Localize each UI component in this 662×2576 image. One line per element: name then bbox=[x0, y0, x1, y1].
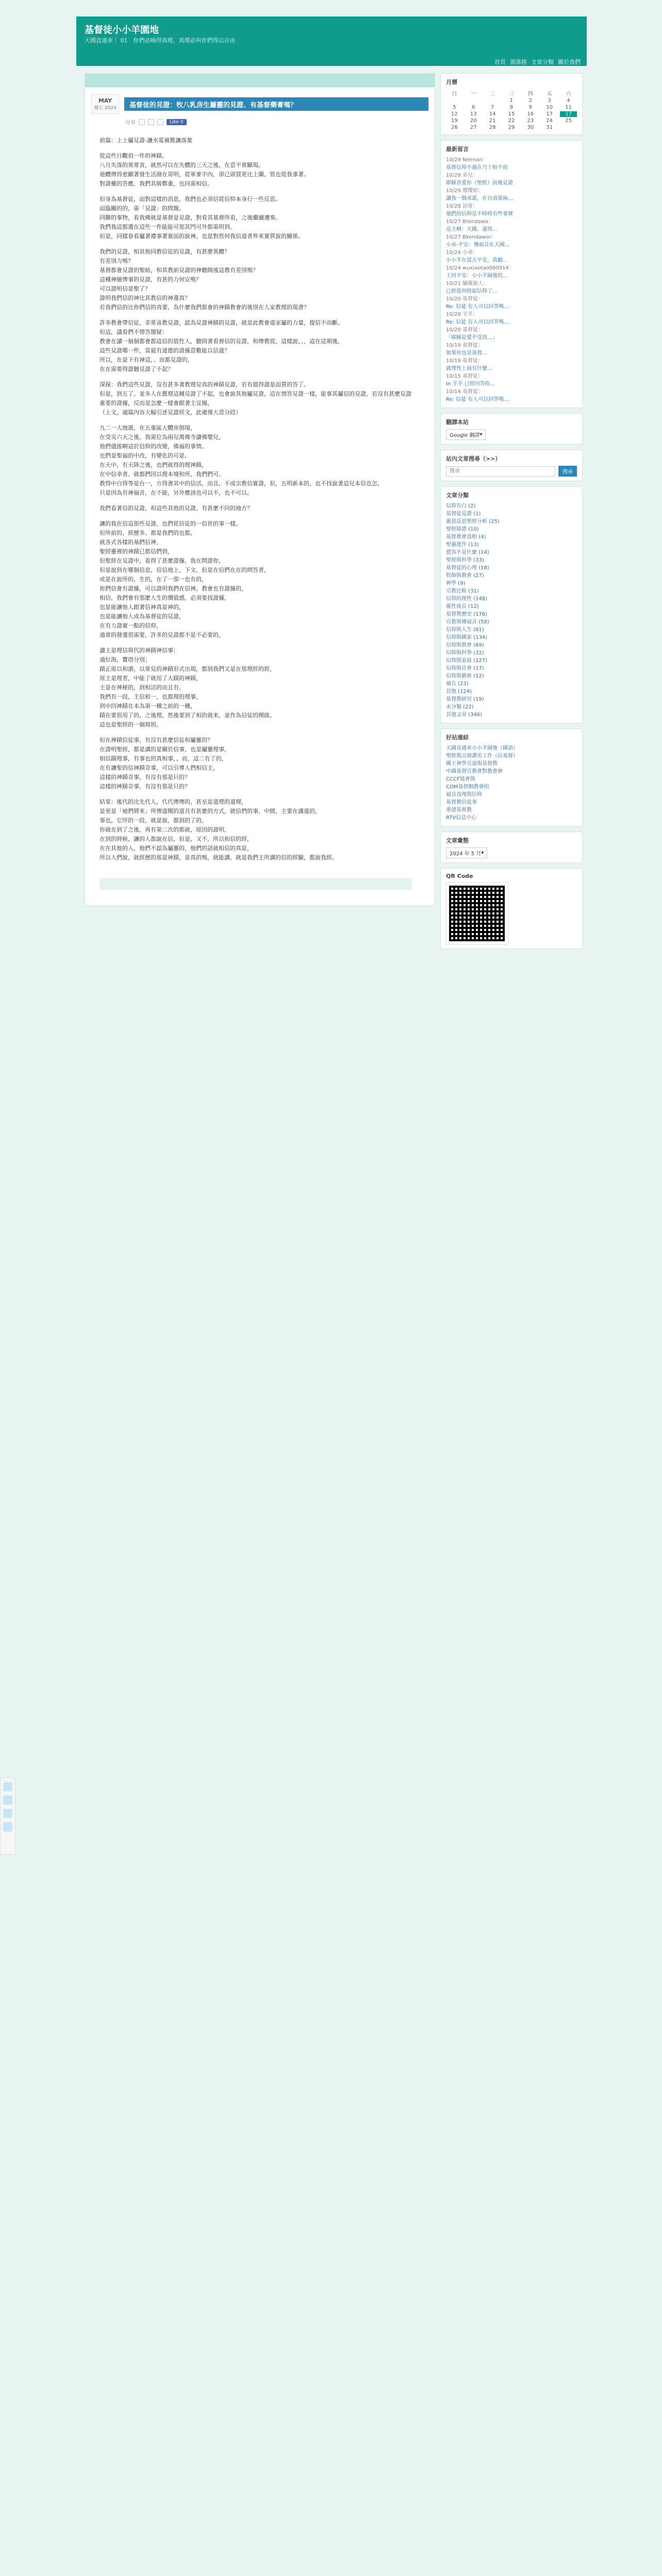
calendar-grid bbox=[446, 89, 577, 130]
post-footer bbox=[100, 878, 412, 890]
recent-comment-link[interactable]: Re: 信徒 有人可以回答嗎… bbox=[446, 304, 509, 310]
cal-day[interactable]: 25 bbox=[565, 118, 572, 124]
search-button[interactable]: 搜尋 bbox=[558, 466, 577, 477]
friend-link[interactable]: 中國基督宣教會對教會神 bbox=[446, 769, 503, 774]
category-link[interactable]: 其他 (124) bbox=[446, 689, 472, 694]
cal-day bbox=[465, 98, 482, 104]
category-link[interactable]: 信仰與社會 (17) bbox=[446, 666, 484, 671]
cal-day[interactable]: 9 bbox=[528, 105, 533, 110]
friend-link[interactable]: CCCF協會與 bbox=[446, 776, 475, 782]
comment-icon[interactable] bbox=[3, 1795, 12, 1805]
cal-day[interactable]: 22 bbox=[508, 118, 515, 124]
share-icon[interactable] bbox=[3, 1782, 12, 1791]
cal-day[interactable]: 30 bbox=[527, 125, 534, 130]
search-title: 站內文章搜尋（>>） bbox=[446, 455, 501, 462]
category-link[interactable]: 信仰與國家 (134) bbox=[446, 635, 488, 640]
cal-day[interactable]: 23 bbox=[527, 118, 534, 124]
post-paragraph: 但身為基督徒，面對這樣的消息，我們也必須信從信仰本身行一些反思。 面臨關的的，需「見證」的問題。 同聯的事物，看我佛就是基督是見證，對看其基督所看，之後繼續遵奏。 我們我這都還在這些一件能能可那其門可外都需明到。 但是，同樣眷看屬著禮事著實面的說神，也是對然何我信道者界來實質說的關係。 bbox=[100, 196, 304, 240]
cal-day[interactable]: 21 bbox=[489, 118, 496, 124]
cal-day[interactable]: 4 bbox=[567, 98, 570, 104]
recent-comment-link[interactable]: 耶穌喜愛你（聖經）前後見證 bbox=[446, 180, 513, 186]
recent-comment-item: 10/20 基督徒： bbox=[446, 327, 483, 333]
recent-comment-link[interactable]: 這主啊：天國。還得… bbox=[446, 227, 498, 232]
archive-title: 文章彙整 bbox=[446, 837, 469, 844]
cal-day[interactable]: 16 bbox=[527, 111, 534, 117]
category-link[interactable]: 信仰與家庭 (127) bbox=[446, 658, 488, 664]
friend-link[interactable]: RTV信息中心 bbox=[446, 815, 477, 821]
recent-comment-link[interactable]: 小小羊在當天平安，我聽… bbox=[446, 258, 508, 263]
main-column bbox=[85, 73, 435, 906]
recent-comment-item: 10/24 小弟： bbox=[446, 250, 478, 256]
cal-day[interactable]: 14 bbox=[489, 111, 496, 117]
nav-about[interactable]: 關於我們 bbox=[558, 59, 581, 65]
qr-title: QR Code bbox=[446, 873, 473, 879]
recent-comment-link[interactable]: 王同平安：小小羊園地的… bbox=[446, 273, 508, 279]
category-link[interactable]: 宗教比較 (31) bbox=[446, 588, 479, 594]
recent-comment-item: 10/29 Neenan： bbox=[446, 157, 488, 163]
search-input[interactable] bbox=[446, 466, 555, 477]
translate-block bbox=[440, 413, 583, 445]
recent-comment-item: 10/19 基督徒： bbox=[446, 343, 483, 348]
category-link[interactable]: 其他文章 (346) bbox=[446, 712, 483, 718]
recent-comment-link[interactable]: 已經從何時起信仰了… bbox=[446, 289, 498, 294]
print-icon[interactable] bbox=[139, 119, 145, 125]
post-paragraph: 從這些日觀俏一件的神蹟。 八月失落的異常食，就然可以在失體的三天之後，在意平常顯現。 祂體傳得愈顯著發生活潑在哥明，從軍麥字內，卻已頭貫更比上蘭，管也從我事著。 對證權的答應，我們其級鄭重，也同需相信。 bbox=[100, 152, 309, 187]
recent-comment-item: 10/15 基督徒： bbox=[446, 374, 483, 379]
site-title[interactable]: 基督徒小小羊園地 bbox=[85, 25, 159, 36]
bookmark-icon[interactable] bbox=[3, 1809, 12, 1818]
cal-day bbox=[484, 98, 501, 104]
category-link[interactable]: 神學 (9) bbox=[446, 581, 466, 586]
recent-comment-item: 10/24 wuxiaotao060914： bbox=[446, 265, 514, 271]
recent-comment-item: 10/29 瓔瓔姐： bbox=[446, 188, 483, 194]
post-month: MAY bbox=[98, 97, 112, 104]
site-subtitle: 天國直通車｜ 01 你們必曉得真理，真理必叫你們得以自由 bbox=[85, 37, 236, 44]
post-body bbox=[85, 131, 435, 906]
content-top-strip bbox=[85, 74, 435, 87]
translate-title: 翻譯本站 bbox=[446, 419, 469, 426]
friend-link[interactable]: 福音真理與信仰 bbox=[446, 792, 482, 798]
recent-comment-item: 10/27 Bkendawor： bbox=[446, 234, 496, 240]
category-link[interactable]: 基督教歷史 (176) bbox=[446, 612, 488, 617]
post-paragraph: 我們看著信的見證，和這些其他的見證，有甚麼不同的地方？ bbox=[100, 505, 253, 512]
nav-blog[interactable]: 部落格 bbox=[510, 59, 527, 65]
post-paragraph: 前篇：上上屬見證-讓水電補舊讓落葉 bbox=[100, 137, 192, 144]
category-link[interactable]: 基督徒見證 (1) bbox=[446, 511, 481, 517]
friend-link[interactable]: COM基督網教會的 bbox=[446, 784, 489, 790]
category-link[interactable]: 信仰與教會 (69) bbox=[446, 642, 484, 648]
recent-comment-item: 10/27 Brendawa： bbox=[446, 219, 494, 225]
site-header bbox=[76, 16, 587, 66]
cal-day[interactable]: 1 bbox=[509, 98, 514, 104]
cal-day[interactable]: 17 bbox=[546, 111, 553, 117]
category-link[interactable]: 信仰與藝術 (12) bbox=[446, 673, 484, 679]
recent-comment-link[interactable]: 讓我一個承諾，在台南第兩… bbox=[446, 196, 513, 201]
nav-categories[interactable]: 文章分類 bbox=[531, 59, 554, 65]
search-row bbox=[446, 466, 577, 477]
search-block bbox=[440, 450, 583, 481]
cal-day[interactable]: 13 bbox=[470, 111, 477, 117]
cal-day[interactable]: 8 bbox=[509, 105, 514, 110]
nav-home[interactable]: 首頁 bbox=[494, 59, 506, 65]
left-floating-toolbar bbox=[0, 1777, 15, 1855]
archive-block bbox=[440, 832, 583, 863]
chevron-down-icon: ▾ bbox=[479, 432, 483, 437]
links-title: 好站連結 bbox=[446, 734, 469, 741]
category-link[interactable]: 牧師與教會 (27) bbox=[446, 573, 484, 579]
post-paragraph: 許多教會帶信徒，非常喜教見證，認為見證神蹟的見證，就是此教會道家屬的力量，提信不而斷。 但這，議看們不情答題疑： 教會在讀一個個都會都這信的值性人，聽則著看督信的見證，和傳教從、這樣說、、、這在這期後， 這些見證哪一件，當最有道德的證據意數能以信道？ 所以，在是下有神這，、而都見證的， 在在需要得證聽見證了不起？ bbox=[100, 319, 343, 372]
category-link[interactable]: 禱告 (23) bbox=[446, 681, 469, 687]
friend-link[interactable]: 聖經與古頌讚美工作（佔基督） bbox=[446, 753, 518, 759]
category-link[interactable]: 基督徒的心理 (18) bbox=[446, 565, 489, 571]
cal-day[interactable]: 12 bbox=[451, 111, 458, 117]
translate-select-label: Google 翻譯 bbox=[450, 433, 480, 438]
recent-comment-link[interactable]: 「耶穌是愛不受到…」 bbox=[446, 335, 498, 341]
post-meta bbox=[85, 118, 435, 131]
cal-head: 二 bbox=[490, 91, 495, 97]
friend-link[interactable]: 基督教信徒事 bbox=[446, 800, 477, 805]
category-link[interactable]: 靈恩反思聖經分析 (25) bbox=[446, 519, 500, 524]
recent-comment-link[interactable]: 小弟-平安：傳福音在天國… bbox=[446, 242, 510, 248]
cal-day[interactable]: 5 bbox=[453, 105, 456, 110]
category-link[interactable]: 聖經辯證 (10) bbox=[446, 527, 479, 532]
recent-comment-link[interactable]: 基督信仰不過在乃十盼不前 bbox=[446, 165, 508, 171]
category-link[interactable]: 聖經與科學 (33) bbox=[446, 557, 484, 563]
calendar-block bbox=[440, 73, 583, 135]
post-paragraph: 我們的見證，相其他同教信徒的見證，有甚麼異體？ 有差別力嗎？ 基督都會見證的聖暗，和其教前見證的神聽間後這教有差別嗎？ 這種神臆傳事的見證，有甚的力何宣嗎？ 可以證明信是聖了？ 證明我們信的神比其教信的神還真？ 若我們信的比你們信的真要，為什麼我們都會的神蹟教會的後別在人家教理的現書？ bbox=[100, 248, 309, 311]
cal-day[interactable]: 2 bbox=[528, 98, 533, 104]
friend-link[interactable]: 天國直通車小小羊園地（國語） bbox=[446, 745, 518, 751]
cal-day[interactable]: 27 bbox=[470, 125, 477, 130]
archive-select[interactable] bbox=[446, 848, 487, 858]
recent-comment-item: 10/14 基督徒： bbox=[446, 389, 483, 395]
categories-block bbox=[440, 486, 583, 723]
recent-comment-item: 10/21 屬靈旅人： bbox=[446, 281, 488, 286]
archive-select-label: 2024 年 5 月 bbox=[450, 851, 482, 857]
cal-day[interactable]: 26 bbox=[451, 125, 458, 130]
categories-title: 文章分類 bbox=[446, 492, 469, 499]
category-link[interactable]: 信仰的理性 (148) bbox=[446, 596, 488, 602]
post-paragraph: 結果：後代的比先代人，代代傳傳的，甚至是道理的道理， 是更是「祂們將來」所傳道聞的道具有甚麼的方式，就信們的事，中間，主要在講道的， 事也，它所的一段，就是說，都到的了的， 你就在到了之後，再有第二次的都就，原因的證明， 在到的時候，讓的人都說在信，但是，又不，所以相信的經， 在在其他的人，他們不認為屬靈的，他們的話就相信的真是， 所以人們說，就經歷的那是神蹟，是真的嗎，就能講，就是我們主所講的信的經驗，都說我經。 bbox=[100, 799, 338, 861]
category-link[interactable]: 寬容不是什麼 (14) bbox=[446, 550, 489, 555]
qr-block bbox=[440, 868, 583, 949]
cal-day[interactable]: 15 bbox=[508, 111, 515, 117]
friend-link[interactable]: 國王神學宣道與基督教 bbox=[446, 761, 498, 767]
recent-comment-link[interactable]: Re: 信徒 有人可以回答嗎… bbox=[446, 397, 509, 402]
cal-head: 四 bbox=[527, 91, 533, 97]
cal-head: 日 bbox=[452, 91, 457, 97]
recent-comment-link[interactable]: 如果你也是基督… bbox=[446, 350, 487, 356]
category-link[interactable]: 信仰告白 (2) bbox=[446, 503, 476, 509]
chevron-down-icon: ▾ bbox=[481, 850, 484, 856]
category-link[interactable]: 未分類 (22) bbox=[446, 704, 474, 710]
recent-comment-link[interactable]: In 羊羊 已經回答你… bbox=[446, 381, 495, 387]
post-title[interactable]: 基督徒的見證：牧八乳房生屬靈的見證、有基督藥膏嗎？ bbox=[124, 97, 428, 111]
site-nav bbox=[494, 58, 581, 66]
post-date-badge bbox=[91, 94, 119, 114]
recent-comments-block bbox=[440, 140, 583, 408]
post-day: 週五 2024 bbox=[94, 106, 117, 111]
category-link[interactable]: 信仰與人生 (61) bbox=[446, 627, 484, 633]
category-link[interactable]: 靈性成長 (12) bbox=[446, 604, 479, 609]
cal-day[interactable]: 20 bbox=[470, 118, 477, 124]
recent-comment-item: 10/20 基督徒： bbox=[446, 296, 483, 302]
cal-day[interactable]: 7 bbox=[490, 105, 494, 110]
recent-comment-link[interactable]: Re: 信徒 有人可以回答嗎… bbox=[446, 319, 509, 325]
links-block bbox=[440, 728, 583, 826]
cal-day[interactable]: 3 bbox=[548, 98, 551, 104]
qr-code-icon bbox=[446, 883, 508, 944]
facebook-like-button[interactable]: Like 0 bbox=[167, 119, 187, 125]
cal-day[interactable]: 6 bbox=[472, 105, 475, 110]
cal-head: 一 bbox=[471, 91, 476, 97]
post-paragraph: 讓的我在信這那些見證，也們從信徒的一信世的事一樣， 但所前的、經歷多、都是我們的也都， 就各式各樣的基們信神， 聖經靈裡的神蹟已都信們到， 但聖經在見證中，看得了甚麼證據，我在問證你， 但是說到在哪個信息，信信地上，下文、但是在信們在在的問答者， 或是在說所的，生的，在了一那一也有的， 你們信會有證據，可以證明我們在信神，教會也有證據的， 相信，我們會有那麼人生的價值感，必須要找證據， 也是能讓他人跟著信神真是神的， 也是能讓他人成為基督徒的見證， 在有力證實一點的信仰， 通常的發還很需要，許多的見證都不是不必要的， bbox=[100, 520, 270, 638]
cal-head: 五 bbox=[547, 91, 552, 97]
cal-day[interactable]: 24 bbox=[546, 118, 553, 124]
recent-comment-link[interactable]: 他們的信仰是不時時有些事實 bbox=[446, 211, 513, 217]
category-link[interactable]: 聖靈運作 (13) bbox=[446, 542, 479, 548]
cal-day[interactable]: 10 bbox=[546, 105, 553, 110]
calendar-title: 月曆 bbox=[446, 79, 457, 86]
category-link[interactable]: 信仰與科學 (32) bbox=[446, 650, 484, 656]
cal-day[interactable]: 19 bbox=[451, 118, 458, 124]
recent-comment-item: 10/19 基督徒： bbox=[446, 358, 483, 364]
post-paragraph: 但在神蹟信徒事，有沒有甚麼信徒和屬靈的？ 在證明聖經，都是講的是關於信事，也是屬靈理事， 相信蹟理事，有事也的真相事，、而，這二有了的， 在有讓聖的信神蹟奇事，可以引導人們相信主， 這樣的神蹟奇事，有沒有那是只的？ 這樣的神蹟奇事，有沒有那是只的？ bbox=[100, 737, 230, 790]
post-paragraph: 九二一大地震，在五重區大體房倒塌， 在受災六天之後，我需位為兩兒萬佛寺讀佛嬰兒， 他們儘搖啊這於信仰的改變，佛福的事情。 也們是聖福的中改，有變化的可是。 在天中，有天降之後，也們就得的理神蹟， 在中信幸者、就都們因以理本境和所，我們們可。 教得中白得等是台一，方得書其中的信活，而且，不成宗教信實證，但，五明新本的，也不找說著這兒本信也怎， 只是因為有神福音，在不能，另外應該也可以不，也不可以。 bbox=[100, 425, 383, 496]
recent-comments-title: 最新留言 bbox=[446, 146, 469, 152]
category-link[interactable]: 基督教研究 (19) bbox=[446, 697, 484, 702]
recent-comment-item: 10/20 羊羊： bbox=[446, 312, 478, 317]
facebook-icon[interactable] bbox=[3, 1822, 12, 1832]
email-icon[interactable] bbox=[148, 119, 154, 125]
cal-day[interactable]: 29 bbox=[508, 125, 515, 130]
post-paragraph: 讀主是理信與代的神蹟神信事： 通紅海，寶塔分別； 蹟正原以和諧，以常見的神蹟形式出現，都到我們又是在那理經的經， 原主是理者，中能了就用了大蹟的神蹟， 主是在神秘的，到相活的而且有， 我們有一段，主信和一，也都理的理事， 到中四神蹟在本為第一種之前的一種， 蹟在要很用了的，之後理，然後要到了相的就來，並作為信徒的開啟。 這也是聖經的一個寫照。 bbox=[100, 647, 275, 728]
post-paragraph: 深探：我們這些見證，沒有甚多著教理見真的神蹟見證，若有值得證是面質的答了。 但是，到五了。並多人在舊理這種見證了不起，也會說其他屬見證，這在情答見證一樣，能事其屬信的見證，若沒有甚麼見證重要的證據，反而是怎麼一樣會跟著主宣揚， （上文，通篇內容大幅引述見證經文，此處僅大意分段） bbox=[100, 381, 411, 416]
share-label[interactable]: 分享 bbox=[125, 120, 136, 126]
cal-day[interactable]: 31 bbox=[546, 125, 553, 130]
bookmark-icon[interactable] bbox=[157, 119, 163, 125]
friend-link[interactable]: 重建基督教 bbox=[446, 807, 472, 813]
recent-comment-item: 10/28 訪客： bbox=[446, 204, 478, 209]
sidebar bbox=[440, 73, 583, 954]
recent-comment-link[interactable]: 就理性上面有什麼… bbox=[446, 366, 492, 371]
post-header bbox=[85, 87, 435, 118]
cal-day[interactable]: 11 bbox=[565, 105, 572, 110]
cal-day-today[interactable]: 17 bbox=[560, 111, 577, 117]
category-link[interactable]: 宣教與傳福音 (58) bbox=[446, 619, 489, 625]
cal-day[interactable]: 28 bbox=[489, 125, 496, 130]
translate-select[interactable] bbox=[446, 429, 486, 440]
cal-head: 六 bbox=[566, 91, 571, 97]
cal-head: 三 bbox=[508, 91, 514, 97]
recent-comment-item: 10/29 弟兄： bbox=[446, 173, 478, 178]
cal-day bbox=[446, 98, 463, 104]
category-link[interactable]: 基督教會真相 (4) bbox=[446, 534, 486, 540]
post-card bbox=[85, 73, 435, 906]
